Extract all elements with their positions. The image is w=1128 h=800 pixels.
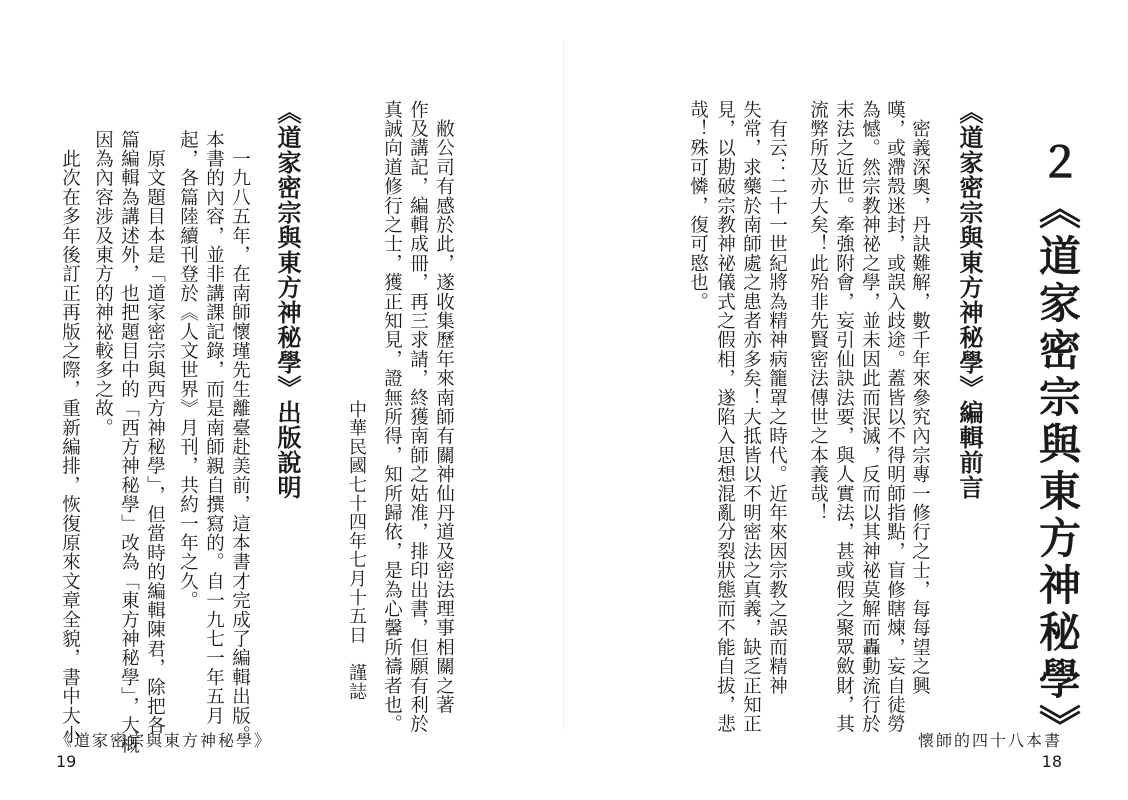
preface-signature: 中華民國七十四年七月十五日 謹誌 <box>346 400 367 701</box>
text-column: 此次在多年後訂正再版之際，重新編排，恢復原來文章全貌，書中大小 <box>59 130 81 745</box>
text-column: 原文題目本是「道家密宗與西方神秘學」，但當時的編輯陳君，除把各 <box>144 130 166 736</box>
footer-book-title: 《道家密宗與東方神秘學》 <box>56 731 273 750</box>
text-column: 篇編輯為講述外，也把題目中的「西方神秘學」改為「東方神秘學」，大概 <box>118 130 140 755</box>
footer-series-title: 懷師的四十八本書 <box>917 731 1062 750</box>
page-gutter <box>563 40 564 730</box>
text-column: 因為內容涉及東方的神祕較多之故。 <box>92 130 114 438</box>
text-column: 敝公司有感於此，遂收集歷年來南師有關神仙丹道及密法理事相關之著 <box>433 100 455 715</box>
text-column: 起，各篇陸續刊登於《人文世界》月刊，共約一年之久。 <box>177 130 199 610</box>
text-column: 流弊所及亦大矣！此殆非先賢密法傳世之本義哉！ <box>807 100 829 523</box>
text-column: 為憾。然宗教神祕之學，並未因此而泯滅，反而以其神祕莫解而轟動流行於 <box>859 100 881 734</box>
text-column: 見，以勘破宗教神祕儀式之假相，遂陷入思想混亂分裂狀態而不能自拔，悲 <box>714 100 736 734</box>
publication-heading: 《道家密宗與東方神秘學》出版說明 <box>273 100 302 500</box>
page-number: 18 <box>1041 752 1062 771</box>
text-column: 本書的內容，並非講課記錄，而是南師親自撰寫的。自一九七一年五月 <box>203 130 225 726</box>
text-column: 作及講記，編輯成冊，再三求請，終獲南師之姑准，排印出書，但願有利於 <box>407 100 429 734</box>
text-column: 嘆，或滯殼迷封，或誤入歧途。蓋皆以不得明師指點，盲修瞎煉，妄自徒勞 <box>884 100 906 734</box>
text-column: 一九八五年，在南師懷瑾先生離臺赴美前，這本書才完成了編輯出版。 <box>229 130 251 745</box>
text-column: 哉！殊可憐，復可愍也。 <box>687 100 709 312</box>
page-number: 19 <box>56 752 77 771</box>
text-column: 有云：二十一世紀將為精神病籠罩之時代。近年來因宗教之誤而精神 <box>766 100 788 696</box>
text-column: 密義深奧，丹訣難解，數千年來參究內宗專一修行之士，每每望之興 <box>909 100 931 696</box>
preface-heading: 《道家密宗與東方神秘學》編輯前言 <box>955 100 984 500</box>
chapter-title: ２《道家密宗與東方神秘學》 <box>1033 140 1082 751</box>
text-column: 末法之近世。牽強附會，妄引仙訣法要，與人實法，甚或假之聚眾斂財，其 <box>833 100 855 734</box>
text-column: 真誠向道修行之士，獲正知見，證無所得，知所歸依，是為心馨所禱者也。 <box>381 100 403 734</box>
text-column: 失常，求藥於南師處之患者亦多矣！大抵皆以不明密法之真義，缺乏正知正 <box>740 100 762 734</box>
